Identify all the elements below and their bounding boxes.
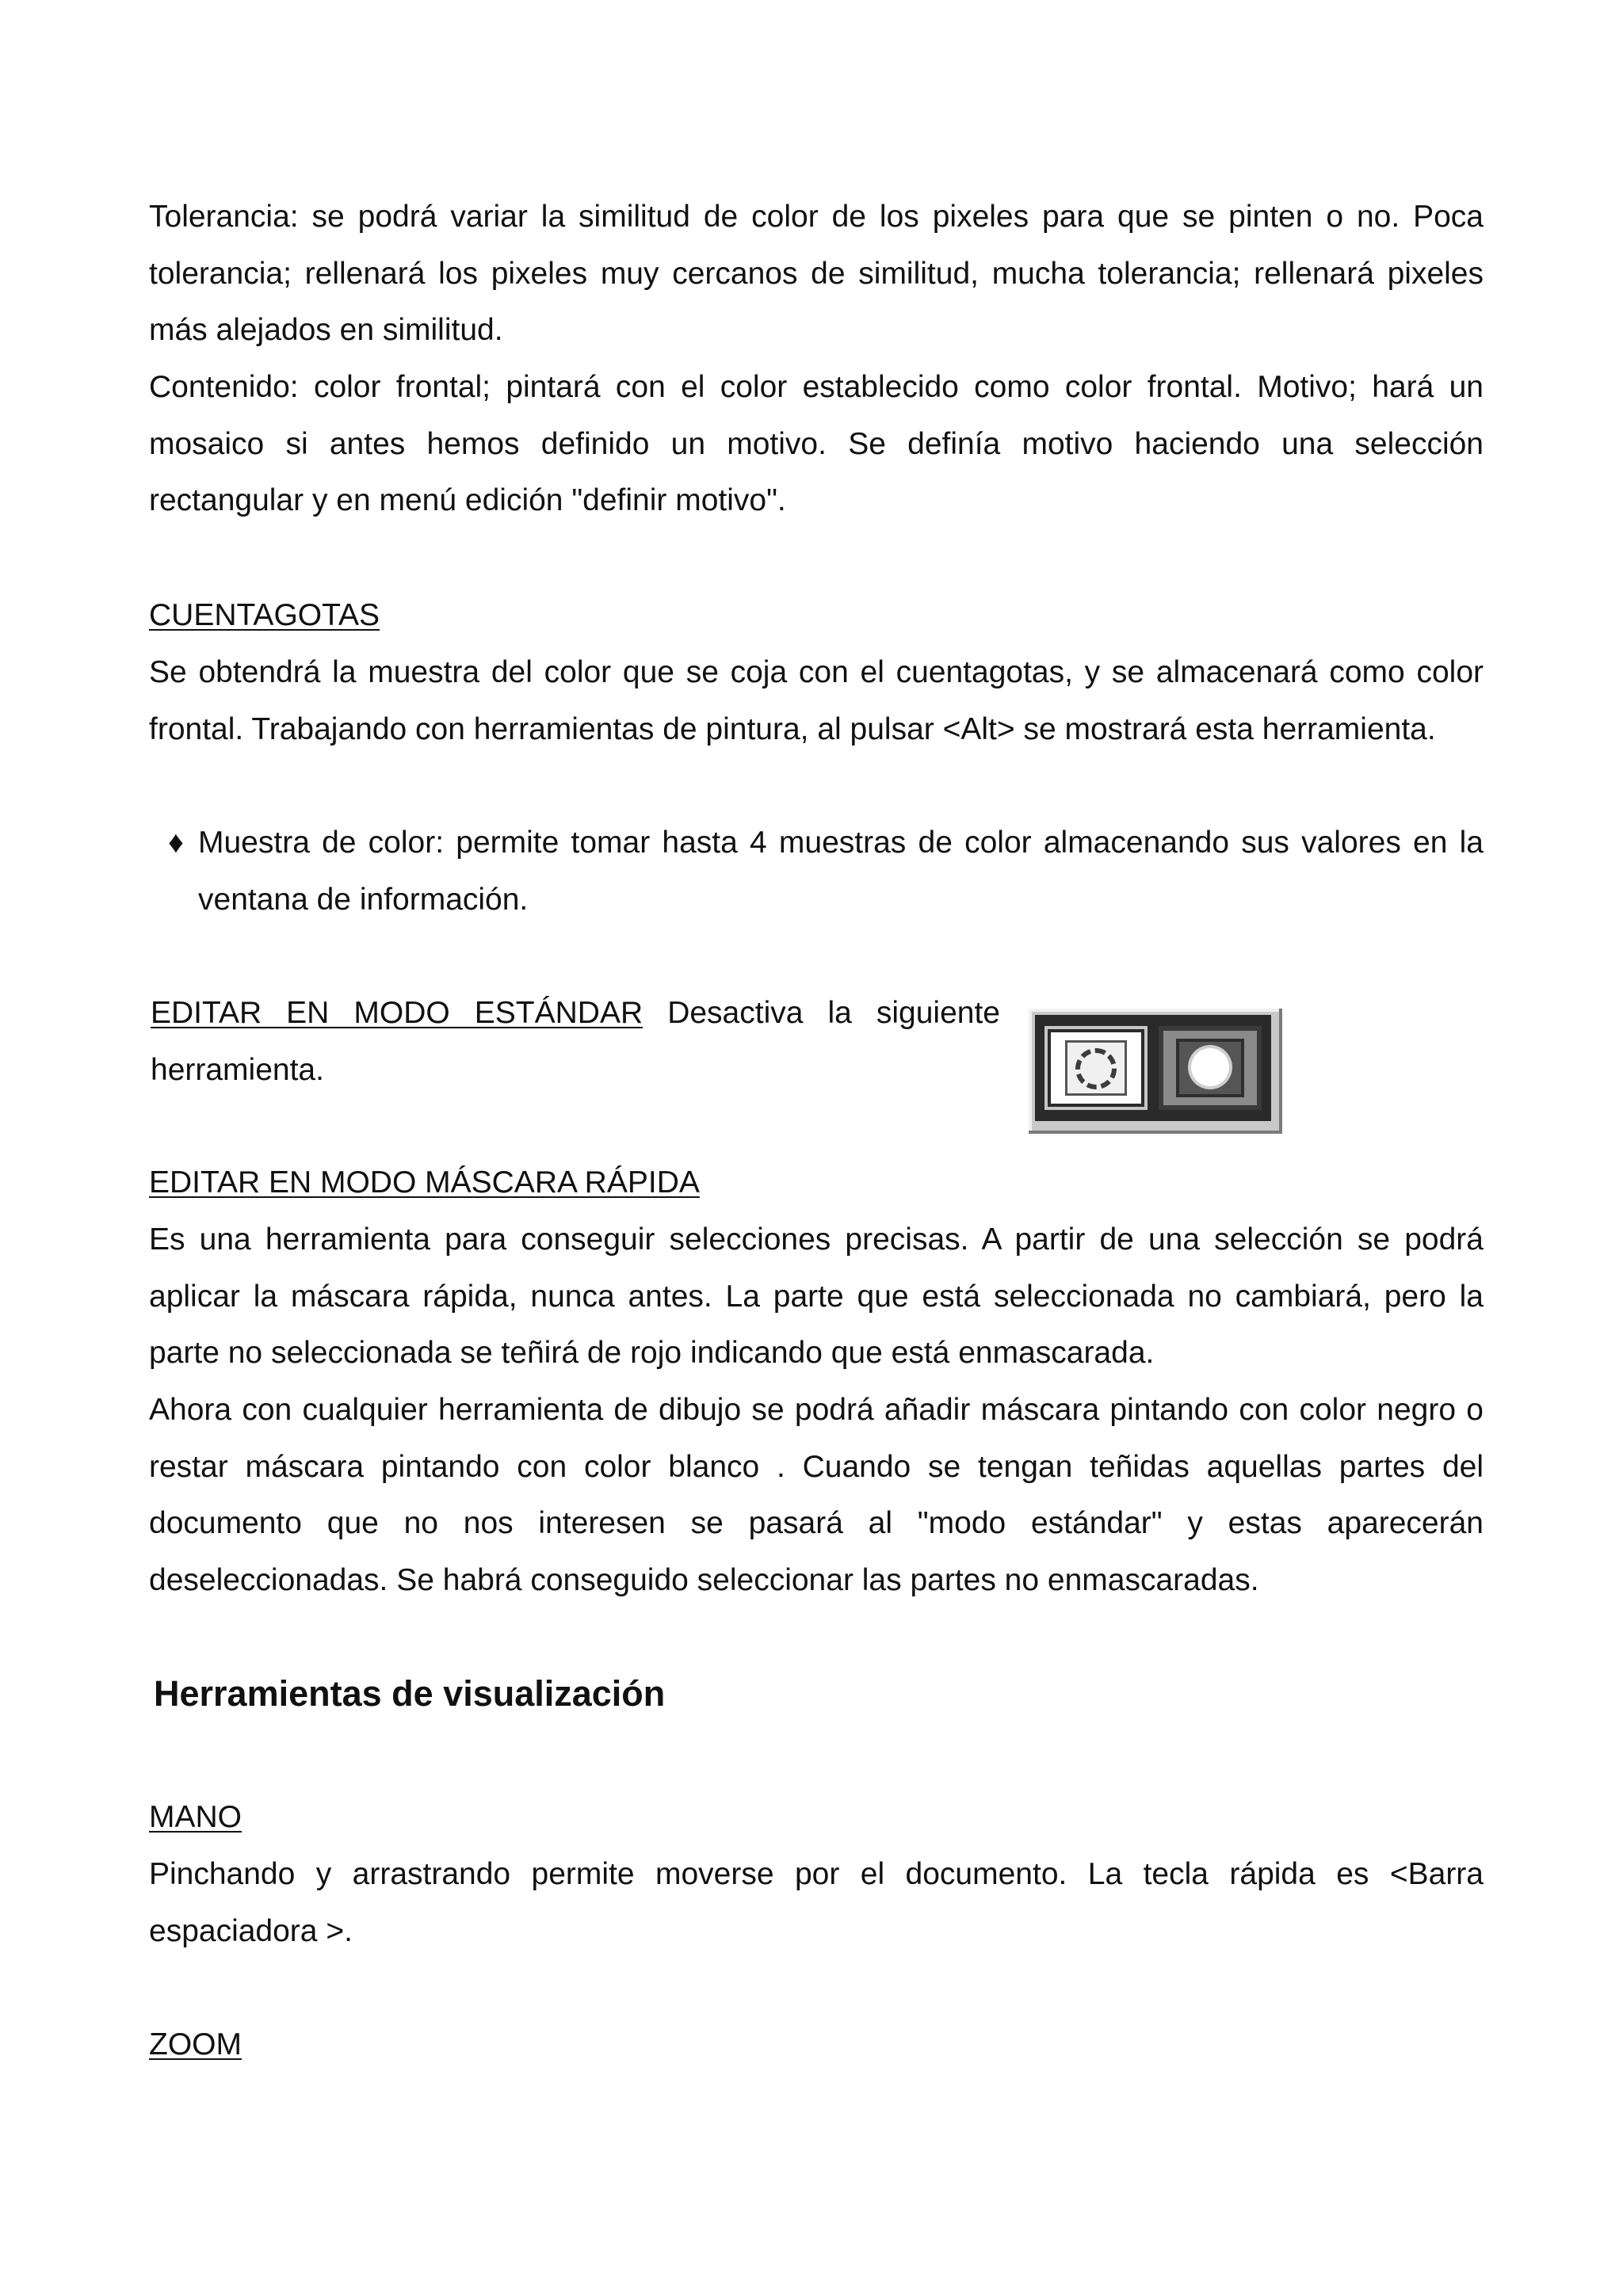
contenido-paragraph: Contenido: color frontal; pintará con el color establecido como color frontal. Motivo; hará un mosaico si antes hemos definido un motivo. Se definía motivo haciendo una selección rectangular y en menú edición "definir motivo". — [149, 370, 1484, 517]
modo-estandar-line1 — [151, 985, 1000, 1042]
modo-mascara-paragraph2: Ahora con cualquier herramienta de dibujo se podrá añadir máscara pintando con color negro o restar máscara pintando con color blanco . Cuando se tengan teñidas aquellas partes del documento que no nos interesen se pasará al "modo estándar" y estas aparecerán deseleccionadas. Se habrá conseguido seleccionar las partes no enmascaradas. — [149, 1393, 1484, 1597]
mode-toggle-image — [1029, 1009, 1282, 1134]
standard-mode-icon — [1044, 1026, 1148, 1110]
standard-mode-inner — [1065, 1040, 1127, 1096]
tolerancia-paragraph: Tolerancia: se podrá variar la similitud de color de los pixeles para que se pinten o no. Poca tolerancia; rellenará los pixeles muy cercanos de similitud, mucha tolerancia; rellenará pixeles más alejados en similitud. — [149, 200, 1484, 347]
bullet-diamond-icon: ♦ — [168, 826, 184, 860]
quick-mask-mode-icon — [1159, 1026, 1262, 1110]
modo-estandar-line1-rest: Desactiva la siguiente — [643, 996, 1000, 1030]
modo-estandar-section — [151, 985, 1000, 1098]
mano-title — [149, 1789, 1484, 1846]
mask-circle-icon — [1191, 1048, 1229, 1086]
muestra-color-bullet — [151, 814, 1484, 928]
mode-toggle-frame — [1035, 1015, 1271, 1121]
visualizacion-heading: Herramientas de visualización — [154, 1673, 666, 1714]
modo-estandar-title: EDITAR EN MODO ESTÁNDAR — [151, 996, 643, 1030]
zoom-title — [149, 2016, 1484, 2073]
modo-mascara-title — [149, 1154, 1484, 1211]
dashed-selection-circle-icon — [1075, 1048, 1117, 1089]
muestra-color-bullet-text: Muestra de color: permite tomar hasta 4 muestras de color almacenando sus valores en la ventana de información. — [198, 826, 1484, 917]
quick-mask-inner — [1176, 1039, 1244, 1097]
mano-title-text: MANO — [149, 1800, 242, 1834]
cuentagotas-paragraph: Se obtendrá la muestra del color que se coja con el cuentagotas, y se almacenará como color frontal. Trabajando con herramientas de pintura, al pulsar <Alt> se mostrará esta herramienta. — [149, 655, 1484, 746]
modo-mascara-paragraph1: Es una herramienta para conseguir selecciones precisas. A partir de una selección se podrá aplicar la máscara rápida, nunca antes. La parte que está seleccionada no cambiará, pero la parte no seleccionada se teñirá de rojo indicando que está enmascarada. — [149, 1222, 1484, 1370]
cuentagotas-title — [149, 587, 1484, 644]
zoom-title-text: ZOOM — [149, 2027, 242, 2061]
cuentagotas-title-text: CUENTAGOTAS — [149, 598, 380, 632]
modo-estandar-line2: herramienta. — [151, 1052, 324, 1087]
mano-paragraph: Pinchando y arrastrando permite moverse por el documento. La tecla rápida es <Barra espaciadora >. — [149, 1857, 1484, 1948]
modo-mascara-title-text: EDITAR EN MODO MÁSCARA RÁPIDA — [149, 1165, 700, 1199]
